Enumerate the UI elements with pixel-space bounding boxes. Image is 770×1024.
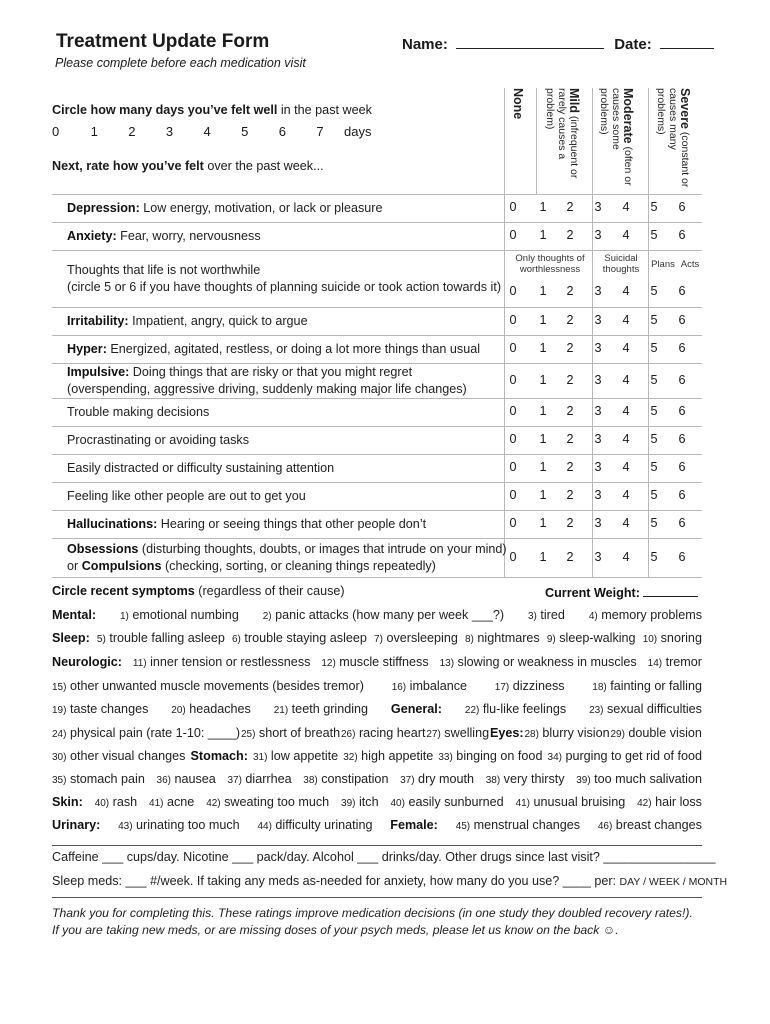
rating-option-0[interactable]: 0 [509, 432, 517, 446]
row-divider [52, 577, 702, 578]
symptom-item[interactable]: 37) diarrhea [227, 772, 292, 786]
date-label: Date: [614, 36, 652, 53]
symptom-item[interactable]: 12) muscle stiffness [321, 655, 429, 669]
symptom-item[interactable]: 10) snoring [642, 631, 702, 645]
rating-option-2[interactable]: 2 [566, 200, 574, 214]
rating-option-3[interactable]: 3 [594, 488, 602, 502]
symptom-line [52, 702, 702, 716]
column-divider [504, 88, 505, 577]
symptom-item[interactable]: 36) nausea [156, 772, 216, 786]
symptom-item[interactable]: 45) menstrual changes [455, 818, 581, 832]
rating-option-1[interactable]: 1 [539, 432, 547, 446]
rating-option-4[interactable]: 4 [622, 488, 630, 502]
rating-option-4[interactable]: 4 [622, 516, 630, 530]
column-divider [648, 88, 649, 577]
rating-option-4[interactable]: 4 [622, 200, 630, 214]
symptom-item[interactable]: 16) imbalance [391, 679, 468, 693]
rating-option-4[interactable]: 4 [622, 284, 630, 298]
symptom-item[interactable]: 33) binging on food [438, 749, 543, 763]
rating-option-1[interactable]: 1 [539, 372, 547, 387]
rating-option-3[interactable]: 3 [594, 228, 602, 242]
symptom-item[interactable]: 38) constipation [303, 772, 389, 786]
day-option[interactable]: 0 [52, 124, 60, 139]
rating-option-6[interactable]: 6 [678, 488, 686, 502]
name-date-row [402, 34, 714, 53]
rating-option-6[interactable]: 6 [678, 549, 686, 564]
symptom-item[interactable]: 15) other unwanted muscle movements (besides tremor) [52, 679, 364, 693]
rating-option-3[interactable]: 3 [594, 372, 602, 387]
rating-option-5[interactable]: 5 [650, 516, 658, 530]
symptom-item[interactable]: 41) acne [149, 795, 195, 809]
row-divider [52, 482, 702, 483]
symptom-item[interactable]: 20) headaches [171, 702, 251, 716]
rating-option-2[interactable]: 2 [566, 516, 574, 530]
scale-header-moderate: Moderate (often or causes some problems) [598, 88, 635, 186]
rating-option-0[interactable]: 0 [509, 228, 517, 242]
symptom-item[interactable]: 38) very thirsty [485, 772, 565, 786]
symptom-item[interactable]: 24) physical pain (rate 1-10: ____) [52, 726, 241, 740]
rating-option-6[interactable]: 6 [678, 432, 686, 446]
symptom-item[interactable]: 28) blurry vision [524, 726, 610, 740]
row-label: Depression: Low energy, motivation, or lack or pleasure [67, 200, 383, 215]
rating-option-5[interactable]: 5 [650, 488, 658, 502]
symptoms-header: Circle recent symptoms (regardless of their cause) [52, 584, 345, 598]
rating-option-1[interactable]: 1 [539, 549, 547, 564]
symptom-item[interactable]: 31) low appetite [252, 749, 339, 763]
rating-option-5[interactable]: 5 [650, 284, 658, 298]
day-option[interactable]: 3 [165, 124, 174, 139]
worthlessness-label: Only thoughts of worthlessness [515, 253, 585, 275]
rating-option-2[interactable]: 2 [566, 549, 574, 564]
symptom-line [52, 726, 702, 740]
row-divider [52, 538, 702, 539]
rating-option-2[interactable]: 2 [566, 372, 574, 387]
row-divider [52, 307, 702, 308]
symptom-item[interactable]: 40) rash [94, 795, 138, 809]
rating-option-0[interactable]: 0 [509, 200, 517, 214]
row-label: Irritability: Impatient, angry, quick to argue [67, 313, 308, 328]
rating-option-3[interactable]: 3 [594, 460, 602, 474]
rating-option-4[interactable]: 4 [622, 341, 630, 355]
thanks-line-2: If you are taking new meds, or are missing doses of your psych meds, please let us know on the back ☺. [52, 923, 619, 937]
rating-option-2[interactable]: 2 [566, 432, 574, 446]
rating-option-4[interactable]: 4 [622, 228, 630, 242]
symptom-item[interactable]: 32) high appetite [343, 749, 434, 763]
rating-option-0[interactable]: 0 [509, 404, 517, 418]
thanks-line-1: Thank you for completing this. These ratings improve medication decisions (in one study they doubled recovery rates!). [52, 906, 693, 920]
symptom-item[interactable]: 25) short of breath [240, 726, 341, 740]
rating-option-1[interactable]: 1 [539, 516, 547, 530]
rating-option-5[interactable]: 5 [650, 313, 658, 327]
row-label: Hyper: Energized, agitated, restless, or doing a lot more things than usual [67, 341, 481, 356]
symptom-item[interactable]: 8) nightmares [465, 631, 540, 645]
rating-option-4[interactable]: 4 [622, 372, 630, 387]
symptom-item[interactable]: 13) slowing or weakness in muscles [439, 655, 637, 669]
frequency-options[interactable]: DAY / WEEK / MONTH [619, 876, 728, 888]
symptom-item[interactable]: 35) stomach pain [52, 772, 145, 786]
rating-option-5[interactable]: 5 [650, 372, 658, 387]
symptom-category: Sleep: [52, 631, 90, 645]
symptom-item[interactable]: 40) easily sunburned [390, 795, 504, 809]
rating-option-5[interactable]: 5 [650, 549, 658, 564]
symptom-category: Neurologic: [52, 655, 122, 669]
symptom-item[interactable]: 27) swelling [426, 726, 490, 740]
rating-option-1[interactable]: 1 [539, 488, 547, 502]
rating-option-1[interactable]: 1 [539, 200, 547, 214]
substance-use-line: Caffeine ___ cups/day. Nicotine ___ pack/day. Alcohol ___ drinks/day. Other drugs since last visit? ________________ [52, 850, 716, 864]
row-label: Hallucinations: Hearing or seeing things that other people don’t [67, 516, 427, 531]
rating-option-5[interactable]: 5 [650, 228, 658, 242]
day-option[interactable]: 2 [128, 124, 136, 139]
symptom-item[interactable]: 42) hair loss [637, 795, 702, 809]
row-divider [52, 335, 702, 336]
rating-option-1[interactable]: 1 [539, 313, 547, 327]
symptom-item[interactable]: 22) flu-like feelings [464, 702, 567, 716]
symptom-line [52, 608, 702, 622]
symptom-item[interactable]: 37) dry mouth [400, 772, 475, 786]
day-option[interactable]: 7 [316, 124, 324, 139]
symptom-line [52, 795, 702, 809]
days-scale [52, 124, 371, 139]
row-label: Obsessions (disturbing thoughts, doubts, or images that intrude on your mind) or Compulsions (checking, sorting, or cleaning things repeatedly) [67, 541, 507, 573]
symptom-item[interactable]: 5) trouble falling asleep [96, 631, 225, 645]
symptom-category: General: [390, 702, 443, 716]
rating-option-0[interactable]: 0 [509, 488, 517, 502]
rating-option-5[interactable]: 5 [650, 200, 658, 214]
row-label: Thoughts that life is not worthwhile (circle 5 or 6 if you have thoughts of planning suicide or took action towards it) [67, 262, 502, 294]
scale-header-severe: Severe (constant or causes many problems) [655, 88, 692, 188]
row-label: Easily distracted or difficulty sustaining attention [67, 460, 335, 475]
symptom-item[interactable]: 26) racing heart [341, 726, 426, 740]
current-weight: Current Weight: [545, 584, 698, 600]
symptom-item[interactable]: 46) breast changes [597, 818, 702, 832]
scale-header-none: None [511, 88, 525, 120]
symptom-item[interactable]: 42) sweating too much [206, 795, 330, 809]
symptom-item[interactable]: 4) memory problems [588, 608, 702, 622]
rating-option-4[interactable]: 4 [622, 404, 630, 418]
rating-option-2[interactable]: 2 [566, 488, 574, 502]
row-divider [52, 194, 702, 195]
rating-option-5[interactable]: 5 [650, 341, 658, 355]
weight-field[interactable] [643, 584, 698, 597]
symptom-item[interactable]: 21) teeth grinding [273, 702, 369, 716]
symptom-item[interactable]: 30) other visual changes [52, 749, 186, 763]
row-divider [52, 222, 702, 223]
row-divider [52, 454, 702, 455]
rating-option-6[interactable]: 6 [678, 284, 686, 298]
symptom-line [52, 655, 702, 669]
rating-option-4[interactable]: 4 [622, 313, 630, 327]
rating-option-2[interactable]: 2 [566, 460, 574, 474]
symptom-line [52, 631, 702, 645]
symptom-item[interactable]: 19) taste changes [52, 702, 149, 716]
rating-option-6[interactable]: 6 [678, 460, 686, 474]
symptom-category: Skin: [52, 795, 83, 809]
sleep-meds-line: Sleep meds: ___ #/week. If taking any meds as-needed for anxiety, how many do you use? ____ per: DAY / WEEK / MONTH [52, 874, 728, 888]
form-subtitle: Please complete before each medication visit [55, 56, 306, 70]
symptom-category: Female: [390, 818, 438, 832]
rating-option-6[interactable]: 6 [678, 516, 686, 530]
rating-option-6[interactable]: 6 [678, 372, 686, 387]
rating-option-5[interactable]: 5 [650, 404, 658, 418]
rating-option-5[interactable]: 5 [650, 432, 658, 446]
symptom-line [52, 749, 702, 763]
row-label: Trouble making decisions [67, 404, 210, 419]
symptom-item[interactable]: 39) too much salivation [576, 772, 702, 786]
symptom-item[interactable]: 11) inner tension or restlessness [132, 655, 311, 669]
rating-option-6[interactable]: 6 [678, 228, 686, 242]
rating-option-3[interactable]: 3 [594, 313, 602, 327]
symptom-item[interactable]: 9) sleep-walking [546, 631, 636, 645]
date-field[interactable] [660, 34, 714, 49]
row-divider [52, 250, 702, 251]
acts-label: Acts [680, 259, 700, 270]
rating-option-4[interactable]: 4 [622, 460, 630, 474]
rating-option-3[interactable]: 3 [594, 549, 602, 564]
symptom-line [52, 679, 702, 693]
day-option[interactable]: 4 [203, 124, 211, 139]
rating-option-4[interactable]: 4 [622, 549, 630, 564]
symptom-line [52, 818, 702, 832]
symptom-item[interactable]: 3) tired [527, 608, 565, 622]
symptom-category: Urinary: [52, 818, 101, 832]
symptom-line [52, 772, 702, 786]
rating-option-2[interactable]: 2 [566, 228, 574, 242]
rating-option-0[interactable]: 0 [509, 460, 517, 474]
symptom-category: Stomach: [190, 749, 248, 763]
rating-option-0[interactable]: 0 [509, 549, 517, 564]
rate-instruction: Next, rate how you’ve felt over the past week... [52, 159, 324, 173]
name-field[interactable] [456, 34, 604, 49]
rating-option-0[interactable]: 0 [509, 516, 517, 530]
symptom-item[interactable]: 29) double vision [610, 726, 702, 740]
rating-option-2[interactable]: 2 [566, 341, 574, 355]
rating-option-0[interactable]: 0 [509, 313, 517, 327]
rating-option-6[interactable]: 6 [678, 313, 686, 327]
rating-option-3[interactable]: 3 [594, 341, 602, 355]
rating-option-1[interactable]: 1 [539, 404, 547, 418]
rating-option-2[interactable]: 2 [566, 404, 574, 418]
row-label: Procrastinating or avoiding tasks [67, 432, 250, 447]
row-label: Anxiety: Fear, worry, nervousness [67, 228, 261, 243]
row-divider [52, 426, 702, 427]
symptom-item[interactable]: 1) emotional numbing [120, 608, 239, 622]
rating-option-3[interactable]: 3 [594, 516, 602, 530]
rating-option-1[interactable]: 1 [539, 284, 547, 298]
rating-option-3[interactable]: 3 [594, 200, 602, 214]
day-option[interactable]: 1 [90, 124, 98, 139]
day-option[interactable]: 6 [278, 124, 286, 139]
symptom-category: Mental: [52, 608, 97, 622]
row-label: Feeling like other people are out to get you [67, 488, 306, 503]
rating-option-1[interactable]: 1 [539, 341, 547, 355]
rating-option-2[interactable]: 2 [566, 284, 574, 298]
days-unit: days [344, 124, 372, 139]
footer-divider-bottom [52, 897, 702, 898]
rating-option-3[interactable]: 3 [594, 284, 602, 298]
form-title: Treatment Update Form [56, 31, 270, 52]
symptom-item[interactable]: 2) panic attacks (how many per week ___?) [262, 608, 505, 622]
suicidal-thoughts-label: Suicidal thoughts [602, 253, 640, 275]
plans-label: Plans [651, 259, 675, 270]
symptom-item[interactable]: 6) trouble staying asleep [231, 631, 367, 645]
rating-option-6[interactable]: 6 [678, 404, 686, 418]
column-divider [536, 88, 537, 194]
row-divider [52, 398, 702, 399]
rating-option-0[interactable]: 0 [509, 341, 517, 355]
footer-divider-top [52, 845, 702, 846]
name-label: Name: [402, 36, 448, 53]
symptom-item[interactable]: 18) fainting or falling [592, 679, 702, 693]
symptom-item[interactable]: 17) dizziness [494, 679, 565, 693]
rating-option-3[interactable]: 3 [594, 404, 602, 418]
scale-header-mild: Mild (infrequent or rarely causes a problem) [544, 88, 581, 179]
symptom-category: Eyes: [489, 726, 524, 740]
symptom-item[interactable]: 43) urinating too much [118, 818, 240, 832]
rating-option-6[interactable]: 6 [678, 200, 686, 214]
days-instruction: Circle how many days you’ve felt well in the past week [52, 103, 372, 117]
rating-option-6[interactable]: 6 [678, 341, 686, 355]
day-option[interactable]: 5 [241, 124, 249, 139]
rating-option-3[interactable]: 3 [594, 432, 602, 446]
rating-option-1[interactable]: 1 [539, 460, 547, 474]
symptom-item[interactable]: 23) sexual difficulties [589, 702, 702, 716]
column-divider [592, 88, 593, 577]
symptom-item[interactable]: 39) itch [341, 795, 379, 809]
symptom-item[interactable]: 34) purging to get rid of food [547, 749, 702, 763]
rating-option-0[interactable]: 0 [509, 372, 517, 387]
symptom-item[interactable]: 41) unusual bruising [515, 795, 626, 809]
symptom-item[interactable]: 7) oversleeping [374, 631, 458, 645]
rating-option-2[interactable]: 2 [566, 313, 574, 327]
row-label: Impulsive: Doing things that are risky or that you might regret (overspending, aggressive driving, suddenly making major life changes) [67, 364, 467, 396]
symptom-item[interactable]: 44) difficulty urinating [257, 818, 373, 832]
rating-option-0[interactable]: 0 [509, 284, 517, 298]
rating-option-4[interactable]: 4 [622, 432, 630, 446]
symptom-item[interactable]: 14) tremor [647, 655, 702, 669]
rating-option-1[interactable]: 1 [539, 228, 547, 242]
row-divider [52, 510, 702, 511]
rating-option-5[interactable]: 5 [650, 460, 658, 474]
